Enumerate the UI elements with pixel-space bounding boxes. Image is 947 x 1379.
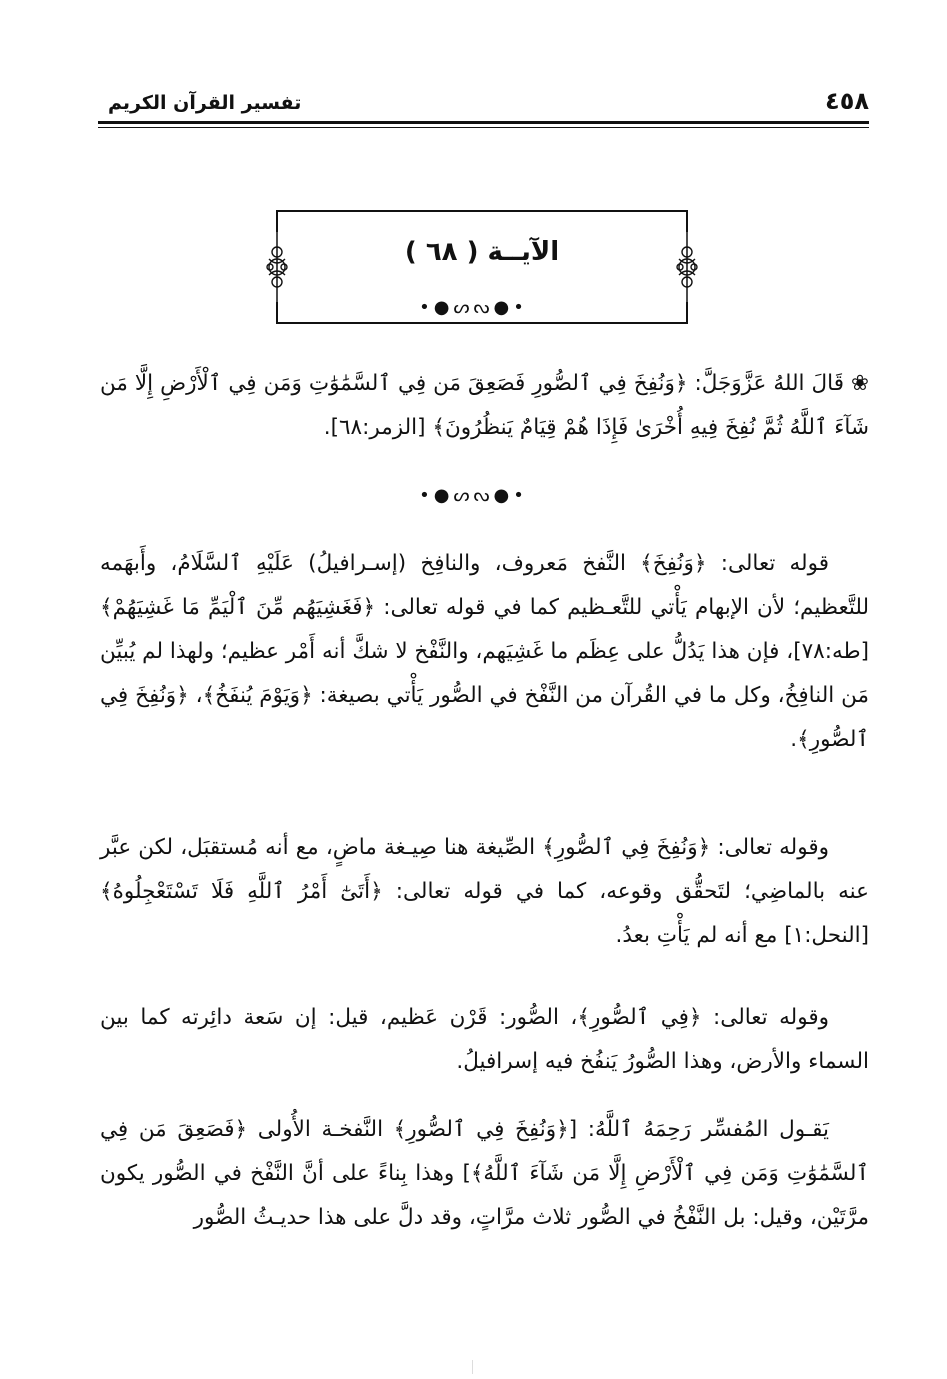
paragraph-text: وقوله تعالى: ﴿وَنُفِخَ فِي ٱلصُّورِ﴾ الصِّيغة هنا صِيـغة ماضٍ، مع أنه مُستقبَل، لكن عبَّر عنه بالماضِي؛ لتَحقُّق وقوعه، كما في قوله تعالى: ﴿أَتَىٰٓ أَمْرُ ٱللَّهِ فَلَا تَسْتَعْجِلُوهُ﴾ [النحل:١] مع أنه لم يَأْتِ بعدُ.	[100, 835, 869, 948]
header-rule-thin	[98, 127, 869, 128]
commentary-paragraph	[100, 542, 869, 762]
folio-mark	[472, 1360, 473, 1374]
frame-top-line	[276, 210, 688, 212]
quran-verse-text: ❀ قَالَ اللهُ عَزَّوَجَلَّ: ﴿وَنُفِخَ فِي ٱلصُّورِ فَصَعِقَ مَن فِي ٱلسَّمَٰوَٰتِ وَمَن فِي ٱلْأَرْضِ إِلَّا مَن شَآءَ ٱللَّهُ ثُمَّ نُفِخَ فِيهِ أُخْرَىٰ فَإِذَا هُمْ قِيَامٌ يَنظُرُونَ﴾ [الزمر:٦٨].	[100, 371, 869, 440]
header-rule	[98, 121, 869, 124]
commentary-paragraph	[100, 996, 869, 1084]
ayah-number-heading: الآيــة ( ٦٨ )	[404, 237, 560, 267]
paragraph-text: يَقـول المُفسِّر رَحِمَهُ ٱللَّهُ: [﴿وَنُفِخَ فِي ٱلصُّورِ﴾ النَّفخـة الأُولى ﴿فَصَعِقَ مَن فِي ٱلسَّمَٰوَٰتِ وَمَن فِي ٱلْأَرْضِ إِلَّا مَن شَآءَ ٱللَّهُ﴾] وهذا بِناءً على أنَّ النَّفْخ في الصُّور يكون مرَّتَيْن، وقيل: بل النَّفْخُ في الصُّور ثلاث مرَّاتٍ، وقد دلَّ على هذا حديـثُ الصُّور	[100, 1117, 869, 1230]
paragraph-text: قوله تعالى: ﴿وَنُفِخَ﴾ النَّفخ مَعروف، والنافِخ (إسـرافيلُ) عَلَيْهِ ٱلسَّلَامُ، وأَبهَمه للتَّعظيم؛ لأن الإبهام يَأْتي للتَّعـظيم كما في قوله تعالى: ﴿فَغَشِيَهُم مِّنَ ٱلْيَمِّ مَا غَشِيَهُمْ﴾ [طه:٧٨]، فإن هذا يَدُلُّ على عِظَم ما غَشِيَهم، والنَّفْخ لا شكَّ أنه أَمْر عظيم؛ ولهذا لم يُبيِّن مَن النافِخُ، وكل ما في القُرآن من النَّفْخ في الصُّور يَأْتي بصيغة: ﴿وَيَوْمَ يُنفَخُ﴾، ﴿وَنُفِخَ فِي ٱلصُّورِ﴾.	[100, 551, 869, 752]
commentary-paragraph	[100, 826, 869, 958]
ornament-divider: •●ᔕᔓ●•	[419, 297, 528, 318]
page-number: ٤٥٨	[825, 87, 869, 115]
page-header	[98, 84, 869, 128]
frame-bottom-line	[276, 322, 688, 324]
paragraph-text: وقوله تعالى: ﴿فِي ٱلصُّورِ﴾، الصُّور: قَرْن عَظيم، قيل: إن سَعة دائِرته كما بين السماء والأرض، وهذا الصُّورُ يَنفُخ فيه إسرافيلُ.	[100, 1005, 869, 1074]
book-title: تفسير القرآن الكريم	[108, 92, 302, 114]
frame-left-edge	[276, 210, 278, 232]
frame-right-edge	[686, 210, 688, 232]
quran-verse-paragraph	[100, 362, 869, 450]
commentary-paragraph	[100, 1108, 869, 1240]
section-separator: •●ᔕᔓ●•	[419, 485, 528, 506]
